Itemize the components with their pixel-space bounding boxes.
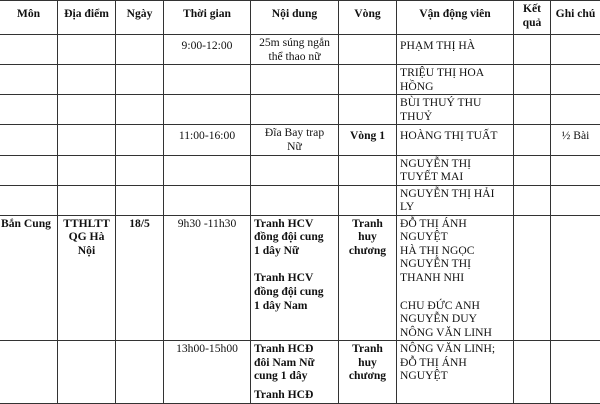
cell-content	[251, 341, 339, 403]
cell-athlete: NGUYỄN THỊ HẢI LY	[397, 185, 514, 215]
cell-date	[116, 341, 164, 403]
cell-date	[116, 35, 164, 65]
content-bronze: Tranh HCĐ	[254, 388, 335, 402]
table-row	[0, 185, 600, 215]
cell-venue	[58, 65, 116, 95]
cell-date	[116, 65, 164, 95]
header-ket-qua: Kết quả	[514, 1, 551, 35]
cell-date	[116, 155, 164, 185]
cell-venue	[58, 125, 116, 155]
cell-athlete: NGUYỄN THỊ TUYẾT MAI	[397, 155, 514, 185]
cell-sport	[0, 35, 58, 65]
cell-round: Vòng 1	[339, 125, 397, 155]
header-ghi-chu: Ghi chú	[551, 1, 600, 35]
cell-athlete	[397, 215, 514, 341]
cell-round	[339, 35, 397, 65]
cell-content	[251, 65, 339, 95]
cell-round	[339, 185, 397, 215]
cell-result	[514, 185, 551, 215]
cell-time	[164, 155, 251, 185]
table-row	[0, 155, 600, 185]
cell-note	[551, 215, 600, 341]
athletes-women: ĐỖ THỊ ÁNH NGUYỆT HÀ THỊ NGỌC NGUYỄN THỊ THANH NHI	[400, 217, 510, 285]
cell-time	[164, 185, 251, 215]
cell-athlete: TRIỆU THỊ HOA HỒNG	[397, 65, 514, 95]
cell-date	[116, 125, 164, 155]
cell-result	[514, 65, 551, 95]
cell-venue	[58, 95, 116, 125]
content-team-men: Tranh HCV đồng đội cung 1 dây Nam	[254, 271, 335, 312]
cell-note	[551, 65, 600, 95]
cell-result	[514, 215, 551, 341]
cell-athlete: NÔNG VĂN LINH; ĐỖ THỊ ÁNH NGUYỆT	[397, 341, 514, 403]
cell-time	[164, 95, 251, 125]
cell-athlete: BÙI THUÝ THU THUỶ	[397, 95, 514, 125]
cell-round: Tranh huy chương	[339, 215, 397, 341]
cell-time: 13h00-15h00	[164, 341, 251, 403]
cell-sport	[0, 185, 58, 215]
header-dia-diem: Địa điểm	[58, 1, 116, 35]
cell-note	[551, 341, 600, 403]
cell-result	[514, 155, 551, 185]
cell-sport	[0, 341, 58, 403]
cell-athlete: PHẠM THỊ HÀ	[397, 35, 514, 65]
table-row	[0, 65, 600, 95]
cell-content: 25m súng ngắn thể thao nữ	[251, 35, 339, 65]
cell-round: Tranh huy chương	[339, 341, 397, 403]
cell-note	[551, 155, 600, 185]
cell-result	[514, 95, 551, 125]
athletes-men: CHU ĐỨC ANH NGUYỄN DUY NÔNG VĂN LINH	[400, 299, 510, 340]
cell-venue	[58, 185, 116, 215]
cell-round	[339, 155, 397, 185]
cell-venue	[58, 155, 116, 185]
header-mon: Môn	[0, 1, 58, 35]
cell-date: 18/5	[116, 215, 164, 341]
cell-result	[514, 341, 551, 403]
cell-note	[551, 185, 600, 215]
cell-result	[514, 125, 551, 155]
cell-content	[251, 215, 339, 341]
cell-time	[164, 65, 251, 95]
cell-round	[339, 95, 397, 125]
cell-content	[251, 95, 339, 125]
content-team-women: Tranh HCV đồng đội cung 1 dây Nữ	[254, 217, 335, 258]
cell-date	[116, 185, 164, 215]
table-row	[0, 341, 600, 403]
cell-note: ½ Bài	[551, 125, 600, 155]
cell-sport	[0, 155, 58, 185]
content-mixed-bronze: Tranh HCĐ đôi Nam Nữ cung 1 dây	[254, 342, 335, 383]
cell-content	[251, 155, 339, 185]
header-van-dong-vien: Vận động viên	[397, 1, 514, 35]
header-noi-dung: Nội dung	[251, 1, 339, 35]
cell-sport	[0, 125, 58, 155]
header-ngay: Ngày	[116, 1, 164, 35]
cell-time: 9:00-12:00	[164, 35, 251, 65]
cell-note	[551, 35, 600, 65]
cell-time: 11:00-16:00	[164, 125, 251, 155]
table-row	[0, 215, 600, 341]
cell-athlete: HOÀNG THỊ TUẤT	[397, 125, 514, 155]
cell-content: Đĩa Bay trap Nữ	[251, 125, 339, 155]
cell-note	[551, 95, 600, 125]
cell-result	[514, 35, 551, 65]
cell-sport	[0, 95, 58, 125]
header-thoi-gian: Thời gian	[164, 1, 251, 35]
table-row	[0, 35, 600, 65]
cell-time: 9h30 -11h30	[164, 215, 251, 341]
table-row	[0, 95, 600, 125]
header-row	[0, 1, 600, 35]
cell-sport	[0, 65, 58, 95]
table-row	[0, 125, 600, 155]
cell-date	[116, 95, 164, 125]
cell-sport: Bắn Cung	[0, 215, 58, 341]
cell-venue	[58, 341, 116, 403]
header-vong: Vòng	[339, 1, 397, 35]
cell-content	[251, 185, 339, 215]
cell-round	[339, 65, 397, 95]
cell-venue: TTHLTT QG Hà Nội	[58, 215, 116, 341]
cell-venue	[58, 35, 116, 65]
